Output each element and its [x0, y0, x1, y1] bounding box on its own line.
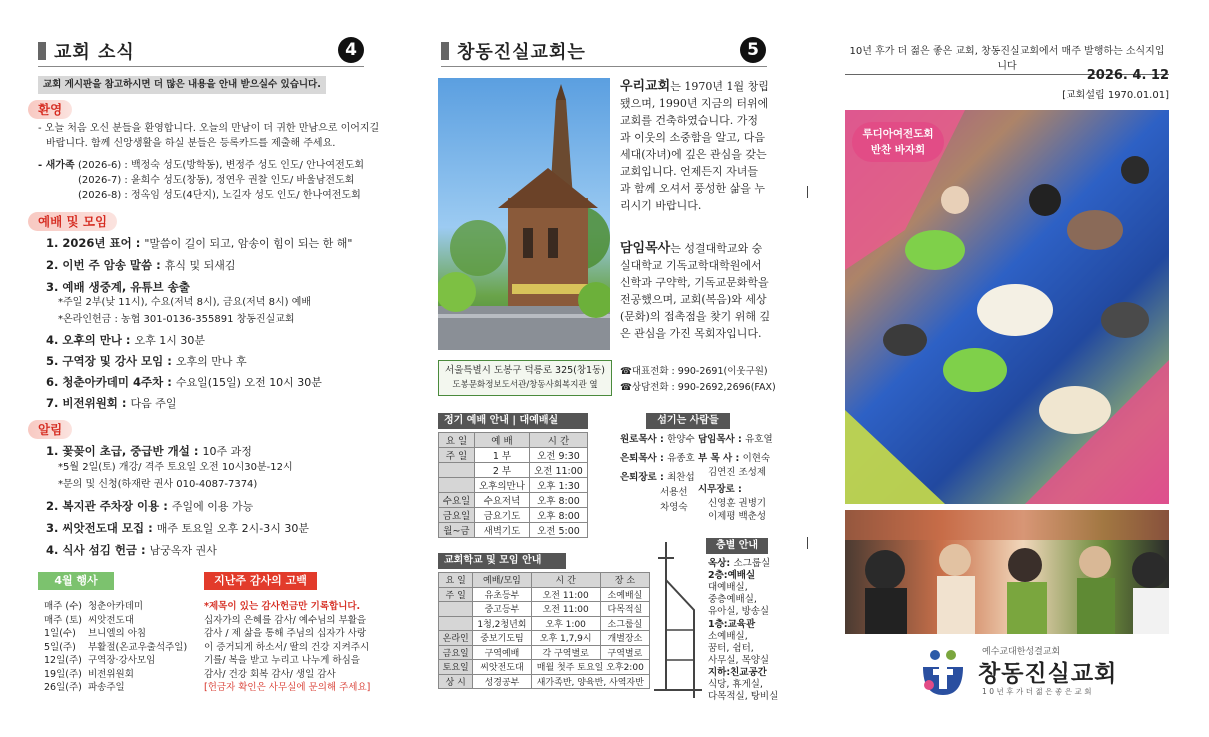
- intro-line: 됐으며, 1990년 지금의 터위에: [620, 97, 769, 110]
- notice-bar: 교회 게시판을 참고하시면 더 많은 내용을 안내 받으실수 있습니다.: [38, 76, 326, 94]
- pastor-line: 은 관심을 가진 목회자입니다.: [620, 327, 762, 340]
- photo-caption-bubble: 루디아여전도회 반찬 바자회: [852, 122, 944, 162]
- new-family-2: (2026-7) : 윤희수 성도(창동), 정연우 권찰 인도/ 바울남전도회: [78, 175, 355, 186]
- building-floor-diagram: [654, 540, 704, 700]
- bazaar-photo: [845, 110, 1169, 504]
- floor-line: 유아실, 방송실: [708, 606, 770, 617]
- table-row: 요 일 예배/모임 시 간 장 소: [439, 573, 650, 588]
- servant-right: 김연진 조성제: [708, 467, 767, 478]
- intro-line: 교회입니다. 언제든지 자녀들: [620, 165, 759, 178]
- thanks-foot: [헌금자 확인은 사무실에 문의해 주세요]: [204, 682, 371, 693]
- servant-right: 이제평 백춘성: [708, 511, 767, 522]
- intro-line: 리시기 바랍니다.: [620, 199, 702, 212]
- church-name: 창동진실교회: [978, 661, 1118, 687]
- thanks-line: 감사 / 제 삶을 통해 주님의 십자가 사랑: [204, 628, 366, 639]
- worship-item-3: 3. 예배 생중계, 유튜브 송출: [46, 280, 190, 294]
- worship-item-5: 5. 구역장 및 강사 모임 : 오후의 만나 후: [46, 354, 247, 368]
- school-schedule-table: [438, 572, 650, 689]
- worship-sub-2: *온라인헌금 : 농협 301-0136-355891 창동진실교회: [58, 314, 295, 325]
- intro-line: 우리교회는 1970년 1월 창립: [620, 79, 769, 94]
- event-row: 26일(주) 파송주일: [44, 682, 125, 693]
- church-illustration: [438, 78, 610, 350]
- event-row: 매주 (수) 청춘아카데미: [44, 601, 144, 612]
- worship-table-title: 정기 예배 안내 | 대예배실: [438, 413, 588, 429]
- group-illustration: [845, 510, 1169, 634]
- event-row: 매주 (토) 씨앗전도대: [44, 614, 134, 626]
- table-row: 주 일 유초등부 오전 11:00 소예배실: [439, 587, 650, 602]
- table-row: 주 일 1 부 오전 9:30: [439, 448, 588, 463]
- news-label: 알림: [28, 420, 72, 439]
- table-row: 중고등부 오전 11:00 다목적실: [439, 602, 650, 617]
- worship-item-2: 2. 이번 주 암송 말씀 : 휴식 및 되새김: [46, 258, 236, 272]
- floor-line: 대예배실,: [708, 582, 748, 593]
- table-row: 요 일 예 배 시 간: [439, 433, 588, 448]
- floor-line: 지하:친교공간: [708, 667, 767, 678]
- intro-line: 과 이웃의 소중함을 알고, 다음: [620, 131, 765, 144]
- header-bar: [38, 42, 46, 60]
- servant-left: 은퇴장로 : 최찬섭: [620, 472, 695, 483]
- thanks-line: 감사/ 건강 회복 감사/ 생일 감사: [204, 668, 336, 680]
- intro-line: 과 함께 오셔서 풍성한 삶을 누: [620, 182, 765, 195]
- news-item-2: 2. 복지관 주차장 이용 : 주일에 이용 가능: [46, 499, 254, 513]
- floor-line: 꿈터, 쉼터,: [708, 643, 754, 654]
- servant-left: 차영숙: [660, 502, 688, 513]
- servant-left: 서용선: [660, 487, 688, 498]
- table-row: 상 시 성경공부 새가족반, 양육반, 사역자반: [439, 674, 650, 689]
- page5-title: 창동진실교회는: [457, 42, 586, 63]
- school-table-title: 교회학교 및 모임 안내: [438, 553, 566, 569]
- thanks-line: 십자가의 은혜를 감사/ 예수님의 부활을: [204, 614, 367, 626]
- header-bar: [441, 42, 449, 60]
- floor-line: 1층:교육관: [708, 619, 756, 630]
- event-row: 19일(주) 비전위원회: [44, 668, 134, 680]
- new-family-1: (2026-6) : 백정숙 성도(방학동), 변정주 성도 인도/ 안나여전도회: [78, 160, 365, 171]
- table-row: 토요일 씨앗전도대 매월 첫주 토요일 오후2:00: [439, 660, 650, 675]
- news-sub-2: *문의 및 신청(하재란 권사 010-4087-7374): [58, 479, 258, 490]
- denomination-label: 예수교대한성결교회: [982, 647, 1061, 657]
- worship-item-4: 4. 오후의 만나 : 오후 1시 30분: [46, 333, 206, 347]
- intro-line: 세대(자녀)에 깊은 관심을 갖는: [620, 148, 767, 161]
- pastor-line: 실대학교 기독교학대학원에서: [620, 259, 762, 272]
- servant-left: 은퇴목사 : 유종호: [620, 453, 695, 464]
- worship-item-6: 6. 청춘아카데미 4주차 : 수요일(15일) 오전 10시 30분: [46, 375, 322, 389]
- tel-counsel: ☎상담전화 : 990-2692,2696(FAX): [620, 382, 776, 393]
- servant-right: 부 목 사 : 이현숙: [698, 453, 771, 464]
- pastor-line: 전공했으며, 교회(복음)와 세상: [620, 293, 767, 306]
- event-row: 5일(주) 부활절(온교우출석주일): [44, 641, 188, 653]
- worship-sub-1: *주일 2부(낮 11시), 수요(저녁 8시), 금요(저녁 8시) 예배: [58, 297, 312, 308]
- church-motto: 10년후가더젊은좋은교회: [982, 687, 1094, 696]
- servants-title: 섬기는 사람들: [646, 413, 730, 429]
- table-row: 월~금 새벽기도 오전 5:00: [439, 523, 588, 538]
- pastor-line: (문화)의 접촉점을 찾기 위해 깊: [620, 310, 771, 323]
- table-row: 금요일 금요기도 오후 8:00: [439, 508, 588, 523]
- group-photo: [845, 510, 1169, 634]
- worship-schedule-table: [438, 432, 588, 538]
- welcome-label: 환영: [28, 100, 72, 119]
- pastor-line: 담임목사는 성결대학교와 숭: [620, 241, 763, 256]
- church-photo: [438, 78, 610, 350]
- worship-item-7: 7. 비전위원회 : 다음 주일: [46, 396, 177, 410]
- floor-line: 식당, 휴게실,: [708, 679, 763, 690]
- new-family-label: - 새가족: [38, 160, 75, 171]
- thanks-head: *제목이 있는 감사헌금만 기록합니다.: [204, 601, 361, 612]
- issue-date: 2026. 4. 12: [1086, 68, 1169, 83]
- page-4: [0, 0, 405, 737]
- servant-right: 신영훈 권병기: [708, 498, 767, 509]
- page4-title: 교회 소식: [54, 42, 135, 63]
- founded-date: [교회설립 1970.01.01]: [1062, 90, 1169, 101]
- news-item-4: 4. 식사 섬김 헌금 : 남궁옥자 권사: [46, 543, 217, 557]
- fold-mark: [807, 537, 808, 549]
- worship-label: 예배 및 모임: [28, 212, 117, 231]
- news-sub-1: *5월 2일(토) 개강/ 격주 토요일 오전 10시30분-12시: [58, 462, 293, 473]
- thanks-line: 이 증거되게 하소서/ 딸의 건강 지켜주시: [204, 641, 370, 653]
- church-logo-icon: [915, 645, 971, 701]
- page5-header: [441, 38, 767, 64]
- new-family-3: (2026-8) : 정옥임 성도(4단지), 노길자 성도 인도/ 한나여전도회: [78, 190, 361, 201]
- page4-header: [38, 38, 364, 64]
- table-row: 수요일 수요저녁 오후 8:00: [439, 493, 588, 508]
- floor-line: 사무실, 목양실: [708, 655, 770, 666]
- welcome-line2: 바랍니다. 함께 신앙생활을 하실 분들은 등록카드를 제출해 주세요.: [46, 138, 336, 149]
- worship-item-1: 1. 2026년 표어 : "말씀이 길이 되고, 암송이 힘이 되는 한 해": [46, 236, 353, 250]
- floor-guide-title: 층별 안내: [706, 538, 768, 554]
- page5-number: 5: [740, 37, 766, 63]
- news-item-3: 3. 씨앗전도대 모집 : 매주 토요일 오후 2시-3시 30분: [46, 521, 309, 535]
- floor-line: 옥상: 소그룹실: [708, 558, 771, 569]
- newsletter-motto: 10년 후가 더 젊은 좋은 교회, 창동진실교회에서 매주 발행하는 소식지입니다: [845, 42, 1169, 75]
- event-row: 12일(주) 구역장·강사모임: [44, 655, 156, 666]
- intro-line: 교회를 건축하였습니다. 가정: [620, 114, 759, 127]
- servant-right: 시무장로 :: [698, 484, 742, 495]
- page4-number: 4: [338, 37, 364, 63]
- thanks-line: 기를/ 복을 받고 누리고 나누게 하심을: [204, 655, 360, 666]
- address-line2: 도봉문화정보도서관/창동사회복지관 옆: [452, 380, 598, 390]
- pastor-line: 신학과 구약학, 기독교문화학을: [620, 276, 769, 289]
- fold-mark: [807, 186, 808, 198]
- floor-line: 다목적실, 탕비실: [708, 691, 779, 702]
- event-row: 1일(수) 브니엘의 아침: [44, 628, 147, 639]
- bazaar-illustration: [845, 110, 1169, 504]
- table-row: 오후의만나 오후 1:30: [439, 478, 588, 493]
- events-label: 4월 행사: [38, 572, 114, 590]
- floor-line: 2층:예배실: [708, 570, 756, 581]
- table-row: 2 부 오전 11:00: [439, 463, 588, 478]
- table-row: 온라인 중보기도팀 오후 1,7,9시 개별장소: [439, 631, 650, 646]
- servant-left: 원로목사 : 한양수: [620, 434, 695, 445]
- floor-line: 중층예배실,: [708, 594, 757, 605]
- table-row: 금요일 구역예배 각 구역별로 구역별로: [439, 645, 650, 660]
- welcome-line1: - 오늘 처음 오신 분들을 환영합니다. 오늘의 만남이 더 귀한 만남으로 이어지길: [38, 123, 380, 134]
- news-item-1: 1. 꽃꽂이 초급, 중급반 개설 : 10주 과정: [46, 444, 252, 458]
- tel-main: ☎대표전화 : 990-2691(이웃구원): [620, 366, 768, 377]
- address-line1: 서울특별시 도봉구 덕릉로 325(창1동): [445, 365, 605, 376]
- servant-right: 담임목사 : 유호열: [698, 434, 773, 445]
- table-row: 1청,2청년회 오후 1:00 소그룹실: [439, 616, 650, 631]
- address-box: [438, 360, 612, 396]
- thanks-label: 지난주 감사의 고백: [204, 572, 317, 590]
- floor-line: 소예배실,: [708, 631, 748, 642]
